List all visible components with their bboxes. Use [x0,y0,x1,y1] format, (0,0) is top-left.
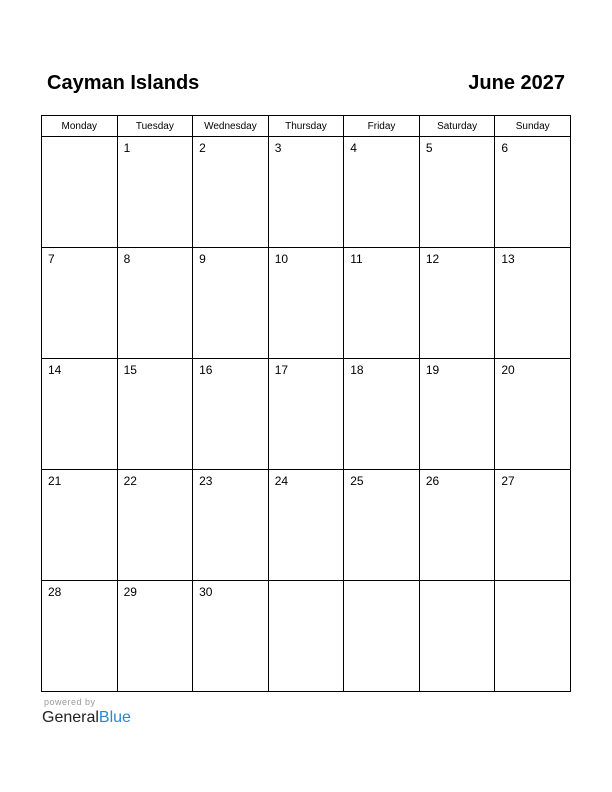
weekday-header: Wednesday [193,116,269,137]
day-number: 13 [501,252,515,266]
day-number: 24 [274,474,289,488]
day-cell [268,359,344,470]
weekday-header: Saturday [419,116,495,137]
day-cell [495,581,571,692]
day-cell [42,470,118,581]
day-cell [193,470,269,581]
day-number: 9 [199,252,206,266]
day-number: 7 [48,252,55,266]
day-cell [344,470,420,581]
day-cell [268,470,344,581]
weekday-header: Friday [344,116,420,137]
day-number: 12 [425,252,440,266]
week-row [42,248,571,359]
day-number: 1 [123,141,131,155]
day-cell [419,248,495,359]
day-number: 14 [48,363,62,377]
day-number [344,581,419,585]
day-cell [268,248,344,359]
calendar-grid [41,115,571,692]
day-cell [344,248,420,359]
day-number: 29 [123,585,137,599]
week-row [42,581,571,692]
day-number: 22 [123,474,137,488]
day-number: 26 [425,474,440,488]
day-cell [419,359,495,470]
day-cell [117,581,193,692]
day-number: 3 [274,141,282,155]
day-cell [42,248,118,359]
day-number: 23 [199,474,213,488]
day-number: 21 [48,474,62,488]
generalblue-logo [42,709,131,727]
day-number: 27 [501,474,515,488]
day-number [269,581,344,585]
day-cell [268,137,344,248]
day-cell [419,137,495,248]
day-cell [193,359,269,470]
day-number [42,137,117,141]
logo-general-text: General [42,709,99,726]
day-number: 4 [350,141,357,155]
day-cell [419,581,495,692]
day-number: 30 [199,585,213,599]
day-number [495,581,570,585]
week-row [42,137,571,248]
day-cell [117,137,193,248]
day-number: 15 [123,363,137,377]
day-number: 28 [48,585,62,599]
day-number: 18 [350,363,364,377]
day-cell [117,248,193,359]
day-number: 2 [199,141,206,155]
day-cell [42,359,118,470]
day-number: 25 [350,474,364,488]
day-cell [344,581,420,692]
day-number: 11 [350,252,363,266]
day-cell [495,137,571,248]
day-number: 20 [501,363,515,377]
day-number: 17 [274,363,289,377]
day-cell [193,248,269,359]
weekday-header: Sunday [495,116,571,137]
day-cell [193,581,269,692]
day-number: 8 [123,252,131,266]
day-number: 19 [425,363,440,377]
weekday-header: Tuesday [117,116,193,137]
day-number: 6 [501,141,509,155]
day-cell [344,359,420,470]
day-cell [193,137,269,248]
week-row [42,359,571,470]
day-cell [42,581,118,692]
day-number: 16 [199,363,213,377]
day-cell [42,137,118,248]
day-cell [495,248,571,359]
day-cell [117,470,193,581]
day-number [420,581,495,585]
logo-blue-text: Blue [98,709,131,726]
weekday-header: Thursday [268,116,344,137]
powered-by-label: powered by [44,697,96,707]
weekday-header-row [42,116,571,137]
day-cell [344,137,420,248]
country-title: Cayman Islands [47,72,200,94]
day-cell [495,470,571,581]
month-year-title: June 2027 [468,72,565,94]
week-row [42,470,571,581]
weekday-header: Monday [42,116,118,137]
day-number: 5 [425,141,433,155]
day-cell [268,581,344,692]
day-cell [117,359,193,470]
day-cell [419,470,495,581]
day-number: 10 [274,252,289,266]
day-cell [495,359,571,470]
